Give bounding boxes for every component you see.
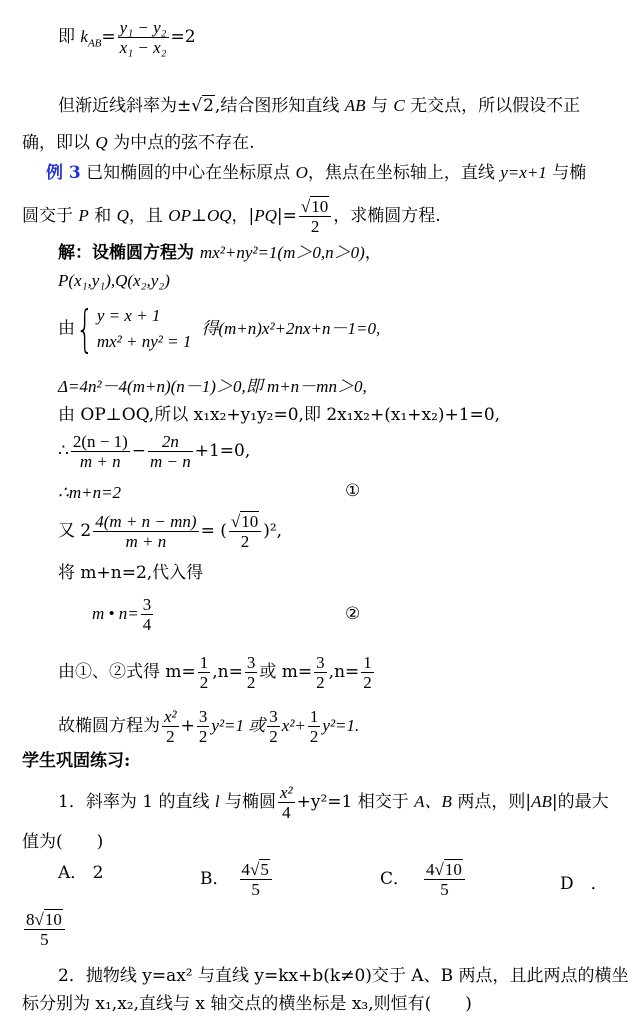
numerator: 8√10: [24, 910, 65, 930]
var: Q: [116, 206, 129, 225]
text: =2: [170, 27, 196, 47]
var: y=x+1: [500, 163, 547, 182]
solution-line: [58, 432, 250, 471]
question-2-line2: 标分别为 x₁,x₂,直线与 x 轴交点的横坐标是 x₃,则恒有( ): [22, 994, 472, 1014]
var: l: [214, 792, 220, 811]
text: 确，即以: [22, 133, 96, 153]
text: ,n=: [212, 662, 243, 682]
text: C．: [380, 869, 411, 889]
text: 已知椭圆的中心在坐标原点: [80, 163, 296, 183]
coef: 8: [26, 910, 35, 929]
numerator: √10: [299, 197, 331, 217]
brace: {: [76, 300, 94, 358]
numerator: 1: [199, 653, 209, 672]
fraction: [267, 707, 280, 746]
denominator: 2: [309, 727, 319, 746]
text: 无交点，所以假设不正: [404, 96, 581, 116]
text: )²,: [263, 521, 283, 541]
question-1-line1: [58, 783, 609, 822]
solution-line: [58, 512, 282, 551]
text: y²=1.: [322, 716, 360, 735]
line-kab: [58, 18, 196, 57]
solution-line: Δ=4n²－4(m+n)(n－1)＞0,即 m+n－mn＞0,: [58, 377, 367, 396]
text: 两点，则|: [451, 792, 532, 812]
option-d-value: [22, 910, 67, 949]
paragraph-line: [22, 132, 255, 154]
option-c: [380, 860, 467, 899]
text: ，求椭圆方程.: [333, 206, 441, 226]
text: y²=1 或: [211, 716, 266, 735]
var: OP⊥OQ: [168, 206, 232, 225]
fraction: [93, 512, 198, 551]
numerator: 3: [198, 707, 208, 726]
denominator: 4: [142, 615, 152, 634]
numerator: 4(m + n − mn): [95, 512, 197, 531]
fraction: [424, 860, 465, 899]
denominator: 5: [40, 930, 49, 949]
example-3-line1: [46, 162, 586, 184]
text: 圆交于: [22, 206, 79, 226]
var: C: [393, 96, 405, 115]
numerator: 3: [142, 595, 152, 614]
denominator: 2: [166, 727, 175, 746]
denominator: m + n: [125, 532, 167, 551]
example-label: 例 3: [46, 163, 81, 183]
denominator: 2: [316, 673, 325, 692]
text: ∴: [58, 441, 69, 461]
solution-line: [58, 707, 359, 746]
option-b: [200, 860, 274, 899]
text: B．: [200, 869, 230, 889]
numerator: 4√5: [240, 860, 272, 880]
radicand: 10: [311, 197, 329, 216]
fraction: [229, 512, 261, 551]
text: ,n=: [328, 662, 360, 682]
text: 解：设椭圆方程为: [58, 243, 200, 263]
numerator: 3: [269, 707, 278, 726]
text: +y²=1 相交于: [296, 792, 415, 812]
radicand: 10: [44, 910, 62, 929]
text: +1=0,: [194, 441, 251, 461]
fraction: [148, 432, 193, 471]
text: 即: [58, 27, 81, 47]
equation: mx²+ny²=1(m＞0,n＞0): [199, 243, 365, 262]
radicand: 2: [203, 96, 214, 116]
equation: mx² + ny² = 1: [96, 332, 192, 351]
text: ，且: [128, 206, 169, 226]
text: 或 m=: [259, 662, 313, 682]
solution-line: P(x₁,y₁),Q(x₂,y₂): [58, 271, 170, 290]
text: 为中点的弦不存在.: [107, 133, 255, 153]
numerator: 1: [309, 707, 319, 726]
var: O: [295, 163, 308, 182]
text: 由: [58, 318, 75, 339]
fraction: [197, 707, 210, 746]
fraction: [198, 653, 211, 692]
text: 与椭圆: [219, 792, 276, 812]
text: +: [180, 716, 195, 736]
denominator: x₁ − x₂: [119, 38, 167, 57]
denominator: 2: [199, 673, 209, 692]
text: −: [131, 441, 146, 461]
var: P: [78, 206, 89, 225]
radicand: 10: [444, 860, 462, 879]
fraction: [278, 783, 295, 822]
numerator: 4√10: [424, 860, 465, 880]
text: 与: [365, 96, 394, 116]
fraction: [162, 707, 179, 746]
text: x²+: [281, 716, 306, 735]
fraction: [308, 707, 321, 746]
numerator: 2(n − 1): [72, 432, 128, 451]
question-1-line2: 值为( ): [22, 832, 104, 852]
solution-line: ∴m+n=2: [58, 483, 122, 502]
fraction: [314, 653, 327, 692]
denominator: m − n: [150, 452, 191, 471]
var: AB: [344, 96, 366, 115]
text: m • n=: [92, 604, 139, 623]
var: Q: [95, 133, 108, 152]
text: 得(m+n)x²+2nx+n－1=0,: [201, 318, 381, 338]
coef: 4: [426, 860, 435, 879]
text: 故椭圆方程为: [58, 716, 160, 736]
practice-heading: 学生巩固练习:: [22, 751, 131, 771]
var: AB: [531, 792, 552, 811]
denominator: 2: [246, 673, 256, 692]
radicand: 5: [260, 860, 269, 879]
solution-line: [92, 595, 155, 634]
solution-line: [58, 242, 382, 264]
k-sub: AB: [87, 37, 102, 50]
text: 由①、②式得 m=: [58, 662, 196, 682]
text: |的最大: [551, 792, 609, 812]
denominator: 2: [310, 217, 320, 236]
radicand: 10: [241, 512, 259, 531]
solution-line: 由 OP⊥OQ,所以 x₁x₂+y₁y₂=0,即 2x₁x₂+(x₁+x₂)+1=0,: [58, 405, 501, 425]
solution-line: 将 m+n=2,代入得: [58, 563, 204, 583]
text: 但渐近线斜率为±: [58, 96, 192, 116]
equation: y = x + 1: [96, 306, 161, 325]
fraction: [24, 910, 65, 949]
var: A、B: [414, 792, 452, 811]
sqrt: √2: [191, 96, 214, 116]
denominator: 4: [282, 803, 291, 822]
text: ，: [364, 243, 382, 263]
fraction: [299, 197, 331, 236]
numerator: 2n: [148, 432, 193, 452]
text: |=: [276, 206, 297, 226]
example-3-line2: [22, 194, 441, 238]
fraction: [240, 860, 272, 899]
numerator: x²: [279, 783, 293, 802]
text: ,结合图形知直线: [214, 96, 345, 116]
denominator: 2: [363, 673, 372, 692]
fraction: [118, 18, 169, 57]
denominator: m + n: [79, 452, 121, 471]
fraction: [141, 595, 154, 634]
solution-system: [58, 300, 381, 358]
paragraph-line: [58, 95, 580, 117]
text: =: [101, 27, 116, 47]
numerator: x²: [164, 707, 177, 726]
marker-2: ②: [345, 604, 361, 624]
marker-1: ①: [345, 481, 361, 501]
text: 又 2: [58, 521, 92, 541]
option-a: A． 2: [58, 863, 104, 883]
question-2-line1: 2．抛物线 y=ax² 与直线 y=kx+b(k≠0)交于 A、B 两点，且此两点的横坐: [58, 966, 629, 986]
numerator: y₁ − y₂: [119, 18, 167, 37]
fraction: [245, 653, 258, 692]
text: ，|: [231, 206, 255, 226]
numerator: √10: [229, 512, 261, 532]
numerator: 3: [316, 653, 325, 672]
fraction: [71, 432, 130, 471]
text: ，焦点在坐标轴上，直线: [307, 163, 501, 183]
denominator: 2: [240, 532, 250, 551]
k-var: k: [80, 27, 88, 46]
text: 和: [88, 206, 117, 226]
text: = (: [200, 521, 227, 541]
equation-system: [97, 303, 192, 355]
text: 1．斜率为 1 的直线: [58, 792, 215, 812]
numerator: 3: [246, 653, 256, 672]
denominator: 2: [198, 727, 208, 746]
var: PQ: [254, 206, 277, 225]
option-d: D ．: [560, 874, 608, 894]
denominator: 5: [440, 880, 449, 899]
denominator: 5: [251, 880, 260, 899]
denominator: 2: [269, 727, 278, 746]
coef: 4: [241, 860, 250, 879]
fraction: [361, 653, 374, 692]
numerator: 1: [363, 653, 372, 672]
text: 与椭: [546, 163, 587, 183]
solution-line: [58, 653, 376, 692]
